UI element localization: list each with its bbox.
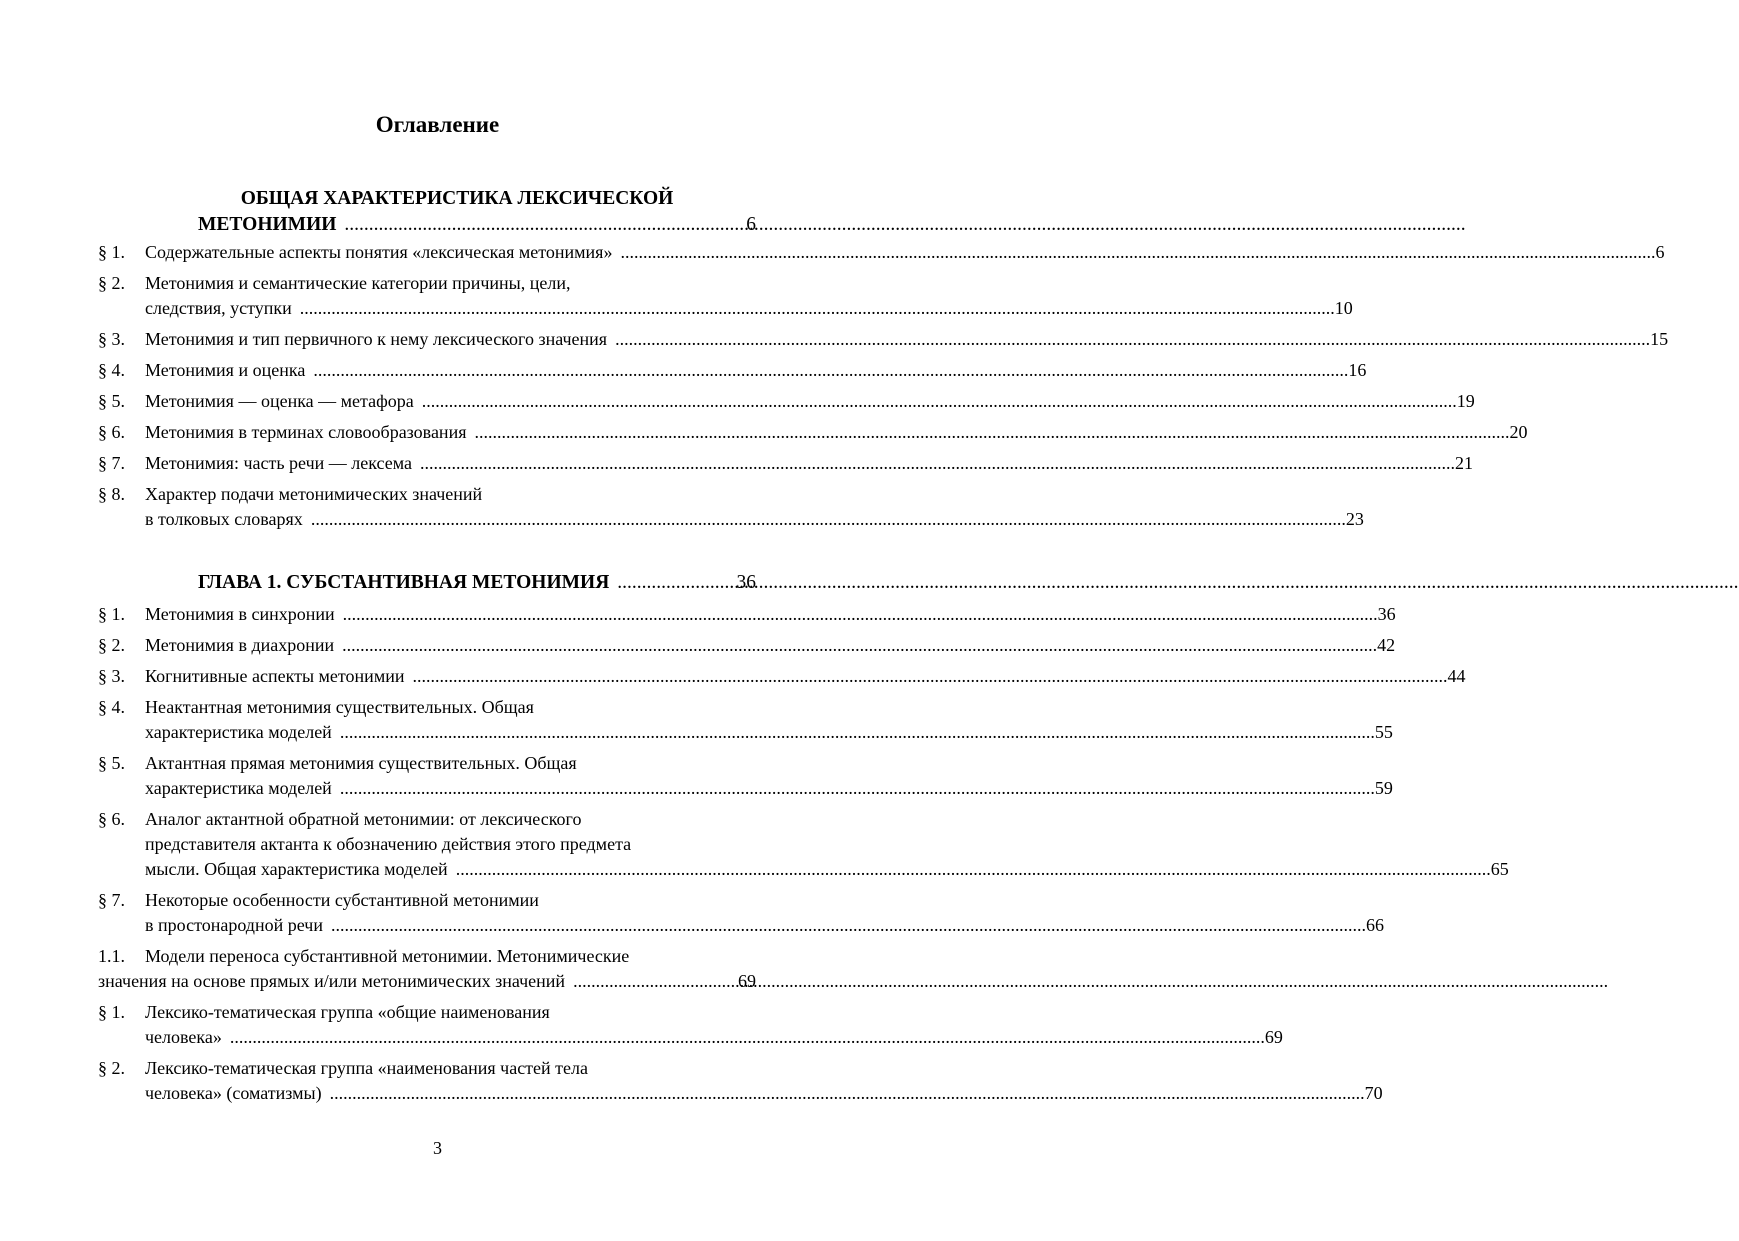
entry-body <box>145 664 1465 689</box>
entry-text-line: Характер подачи метонимических значений <box>145 484 483 504</box>
entry-title: Метонимия в диахронии <box>145 635 335 655</box>
entry-last-line <box>145 1025 1283 1050</box>
entry-body <box>145 482 1364 532</box>
toc-entry <box>98 602 1396 627</box>
entry-title: Содержательные аспекты понятия «лексическая метонимия» <box>145 242 613 262</box>
entry-last-line <box>145 602 1396 627</box>
page-ref: 10 <box>1334 298 1353 318</box>
page-ref: 19 <box>1456 391 1475 411</box>
section-number: § 6. <box>98 809 125 829</box>
page-ref: 6 <box>1655 242 1665 262</box>
entry-body <box>145 451 1473 476</box>
section-number: § 4. <box>98 697 125 717</box>
entry-text-line: Метонимия и семантические категории причины, цели, <box>145 273 571 293</box>
entry-title: Метонимия и оценка <box>145 360 306 380</box>
toc-entry <box>98 451 1474 476</box>
section-number: § 4. <box>98 360 125 380</box>
leader-dots <box>412 664 1447 689</box>
entry-body <box>145 1000 1283 1050</box>
toc-entry <box>98 633 1396 658</box>
entry-body <box>145 633 1395 658</box>
toc-list-chapter1 <box>98 602 1509 1112</box>
entry-title: Метонимия: часть речи — лексема <box>145 453 413 473</box>
subsection-first-line <box>98 944 756 969</box>
entry-last-line <box>145 1081 1383 1106</box>
entry-title: характеристика моделей <box>145 778 332 798</box>
section-number: § 7. <box>98 890 125 910</box>
entry-text-line: Лексико-тематическая группа «общие наименования <box>145 1002 550 1022</box>
entry-last-line <box>145 389 1475 414</box>
toc-entry <box>98 751 1393 801</box>
toc-entry <box>98 695 1393 745</box>
toc-entry <box>98 327 1669 352</box>
entry-last-line <box>145 296 1353 321</box>
entry-title: следствия, уступки <box>145 298 292 318</box>
leader-dots <box>343 602 1378 627</box>
leader-dots <box>311 507 1346 532</box>
page-ref: 16 <box>1348 360 1367 380</box>
entry-title: человека» (соматизмы) <box>145 1083 322 1103</box>
toc-entry <box>98 240 1665 265</box>
leader-dots <box>342 633 1377 658</box>
entry-last-line <box>145 913 1384 938</box>
section-heading-text: МЕТОНИМИИ <box>198 214 337 235</box>
entry-body <box>145 389 1475 414</box>
toc-entry <box>98 807 1509 882</box>
entry-body <box>145 1056 1383 1106</box>
page-ref: 42 <box>1377 635 1396 655</box>
section-heading-line2 <box>98 212 756 238</box>
entry-title: Метонимия в терминах словообразования <box>145 422 467 442</box>
toc-subsection <box>98 944 756 994</box>
entry-last-line <box>145 451 1473 476</box>
section-number: § 1. <box>98 1002 125 1022</box>
section-heading-chapter1 <box>98 570 756 596</box>
page-ref: 20 <box>1509 422 1528 442</box>
entry-body <box>145 695 1393 745</box>
entry-body <box>145 420 1527 445</box>
toc-entry <box>98 482 1364 532</box>
entry-text-line: Неактантная метонимия существительных. Общая <box>145 697 534 717</box>
entry-title: в толковых словарях <box>145 509 303 529</box>
page-ref: 21 <box>1455 453 1474 473</box>
entry-title: мысли. Общая характеристика моделей <box>145 859 448 879</box>
leader-dots <box>331 913 1366 938</box>
leader-dots <box>420 451 1455 476</box>
page-title: Оглавление <box>375 112 500 137</box>
toc-entry <box>98 271 1353 321</box>
section-number: § 7. <box>98 453 125 473</box>
toc-entry <box>98 389 1475 414</box>
entry-title: Метонимия — оценка — метафора <box>145 391 414 411</box>
entry-title: Когнитивные аспекты метонимии <box>145 666 405 686</box>
entry-text-line: Лексико-тематическая группа «наименования частей тела <box>145 1058 588 1078</box>
chapter-heading-text: ГЛАВА 1. СУБСТАНТИВНАЯ МЕТОНИМИЯ <box>198 572 610 593</box>
entry-last-line <box>145 664 1465 689</box>
page-ref: 69 <box>738 971 756 991</box>
chapter-heading-line <box>98 570 756 596</box>
leader-dots <box>330 1081 1365 1106</box>
leader-dots <box>422 389 1457 414</box>
entry-title: значения на основе прямых и/или метонимических значений <box>98 971 566 991</box>
toc-list-intro <box>98 240 1669 538</box>
section-number: § 8. <box>98 484 125 504</box>
section-number: § 6. <box>98 422 125 442</box>
section-number: § 5. <box>98 753 125 773</box>
entry-body <box>145 327 1668 352</box>
entry-last-line <box>145 857 1509 882</box>
entry-text-line: Некоторые особенности субстантивной метонимии <box>145 890 539 910</box>
entry-title: характеристика моделей <box>145 722 332 742</box>
leader-dots <box>300 296 1335 321</box>
entry-body <box>145 751 1393 801</box>
leader-dots <box>615 327 1650 352</box>
entry-last-line <box>145 720 1393 745</box>
entry-title: Метонимия в синхронии <box>145 604 335 624</box>
section-number: § 3. <box>98 329 125 349</box>
toc-entry <box>98 420 1528 445</box>
toc-entry <box>98 1000 1283 1050</box>
section-number: § 2. <box>98 635 125 655</box>
section-number: § 2. <box>98 1058 125 1078</box>
toc-entry <box>98 664 1466 689</box>
entry-title: человека» <box>145 1027 222 1047</box>
leader-dots <box>340 720 1375 745</box>
section-heading-intro <box>98 186 756 238</box>
leader-dots <box>573 969 738 994</box>
entry-last-line <box>98 969 756 994</box>
entry-body <box>145 271 1353 321</box>
page-ref: 44 <box>1447 666 1466 686</box>
toc-entry <box>98 1056 1383 1106</box>
entry-last-line <box>145 240 1664 265</box>
leader-dots <box>620 240 1655 265</box>
section-heading-line1: ОБЩАЯ ХАРАКТЕРИСТИКА ЛЕКСИЧЕСКОЙ <box>240 188 674 209</box>
entry-last-line <box>145 420 1527 445</box>
entry-text-line: представителя актанта к обозначению действия этого предмета <box>145 834 632 854</box>
section-number: § 3. <box>98 666 125 686</box>
entry-body <box>145 240 1664 265</box>
page-ref: 66 <box>1365 915 1384 935</box>
entry-body <box>145 358 1366 383</box>
page-ref: 23 <box>1345 509 1364 529</box>
leader-dots <box>456 857 1491 882</box>
toc-entry <box>98 358 1367 383</box>
entry-title: в простонародной речи <box>145 915 323 935</box>
entry-last-line <box>145 327 1668 352</box>
page-number: 3 <box>433 1138 442 1158</box>
section-number: § 5. <box>98 391 125 411</box>
page-ref: 59 <box>1374 778 1393 798</box>
page-ref: 36 <box>1377 604 1396 624</box>
page-ref: 36 <box>736 572 756 593</box>
entry-last-line <box>145 633 1395 658</box>
entry-text-line: Аналог актантной обратной метонимии: от лексического <box>145 809 582 829</box>
leader-dots <box>340 776 1375 801</box>
leader-dots <box>230 1025 1265 1050</box>
entry-last-line <box>145 507 1364 532</box>
leader-dots <box>617 570 736 596</box>
entry-last-line <box>145 776 1393 801</box>
page-ref: 15 <box>1650 329 1669 349</box>
page-ref: 70 <box>1364 1083 1383 1103</box>
page-ref: 55 <box>1374 722 1393 742</box>
entry-body <box>145 888 1384 938</box>
entry-text-line: Актантная прямая метонимия существительных. Общая <box>145 753 577 773</box>
entry-body <box>145 602 1396 627</box>
leader-dots <box>313 358 1348 383</box>
page-ref: 69 <box>1264 1027 1283 1047</box>
section-number: § 2. <box>98 273 125 293</box>
entry-body <box>145 807 1509 882</box>
leader-dots <box>344 212 746 238</box>
entry-title: Метонимия и тип первичного к нему лексического значения <box>145 329 608 349</box>
page-ref: 6 <box>746 214 756 235</box>
page-ref: 65 <box>1490 859 1509 879</box>
entry-last-line <box>145 358 1366 383</box>
leader-dots <box>474 420 1509 445</box>
subsection-number: 1.1. <box>98 946 125 966</box>
section-number: § 1. <box>98 604 125 624</box>
section-number: § 1. <box>98 242 125 262</box>
subsection-title: Модели переноса субстантивной метонимии. Метонимические <box>145 946 630 966</box>
toc-entry <box>98 888 1384 938</box>
